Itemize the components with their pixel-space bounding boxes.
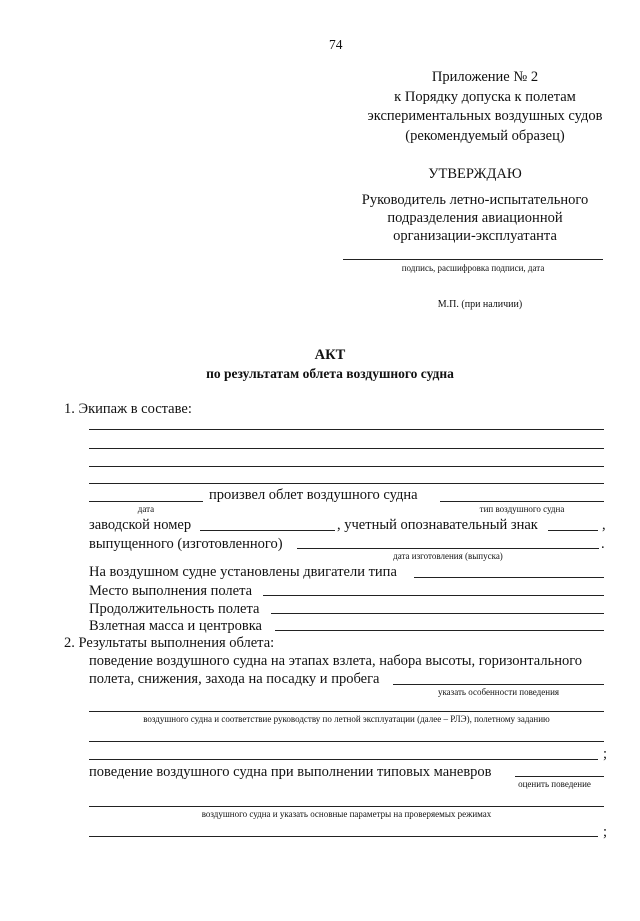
mass-field[interactable] xyxy=(275,630,604,631)
type-caption: тип воздушного судна xyxy=(479,504,565,514)
maneuvers-label: поведение воздушного судна при выполнении типовых маневров xyxy=(89,764,492,780)
engines-label: На воздушном судне установлены двигатели типа xyxy=(89,564,397,580)
section1-heading: 1. Экипаж в составе: xyxy=(64,401,192,417)
engines-field[interactable] xyxy=(414,577,604,578)
manufactured-caption: дата изготовления (выпуска) xyxy=(393,551,503,561)
appendix-line3: (рекомендуемый образец) xyxy=(405,128,565,144)
date-field[interactable] xyxy=(89,501,203,502)
crew-line-1[interactable] xyxy=(89,429,604,430)
period: . xyxy=(601,536,605,552)
semicolon-2: ; xyxy=(603,824,608,840)
manufactured-label: выпущенного (изготовленного) xyxy=(89,536,283,552)
approval-line1: Руководитель летно-испытательного xyxy=(361,192,589,208)
appendix-line1: к Порядку допуска к полетам xyxy=(394,89,576,105)
appendix-line2: экспериментальных воздушных судов xyxy=(367,108,603,124)
place-field[interactable] xyxy=(263,595,604,596)
behavior-field-3[interactable] xyxy=(89,741,604,742)
crew-line-2[interactable] xyxy=(89,448,604,449)
behavior-field-4[interactable] xyxy=(89,759,598,760)
approval-line3: организации-эксплуатанта xyxy=(393,228,557,244)
stamp-label: М.П. (при наличии) xyxy=(437,299,523,310)
maneuvers-caption-2: воздушного судна и указать основные параметры на проверяемых режимах xyxy=(201,809,492,819)
mass-label: Взлетная масса и центровка xyxy=(89,618,262,634)
aircraft-type-field[interactable] xyxy=(440,501,604,502)
approval-line2: подразделения авиационной xyxy=(387,210,563,226)
act-subtitle: по результатам облета воздушного судна xyxy=(206,366,454,381)
date-caption: дата xyxy=(137,504,155,514)
signature-caption: подпись, расшифровка подписи, дата xyxy=(401,263,545,273)
section2-heading: 2. Результаты выполнения облета: xyxy=(64,635,275,651)
page-number: 74 xyxy=(329,37,343,52)
behavior-field-2[interactable] xyxy=(89,711,604,712)
maneuvers-field-3[interactable] xyxy=(89,836,598,837)
comma: , xyxy=(602,517,606,533)
appendix-title: Приложение № 2 xyxy=(431,69,539,85)
behavior-line2: полета, снижения, захода на посадку и пробега xyxy=(89,671,380,687)
crew-line-3[interactable] xyxy=(89,466,604,467)
maneuvers-field-2[interactable] xyxy=(89,806,604,807)
performed-text: произвел облет воздушного судна xyxy=(209,487,418,503)
duration-field[interactable] xyxy=(271,613,604,614)
duration-label: Продолжительность полета xyxy=(89,601,260,617)
act-title: АКТ xyxy=(314,347,346,363)
maneuvers-field-1[interactable] xyxy=(515,776,604,777)
crew-line-4[interactable] xyxy=(89,483,604,484)
serial-label: заводской номер xyxy=(89,517,192,533)
serial-field[interactable] xyxy=(200,530,335,531)
maneuvers-caption-1: оценить поведение xyxy=(518,779,591,789)
semicolon-1: ; xyxy=(603,746,608,762)
behavior-line1: поведение воздушного судна на этапах взлета, набора высоты, горизонтального xyxy=(89,653,583,669)
account-mark-field[interactable] xyxy=(548,530,598,531)
approval-heading: УТВЕРЖДАЮ xyxy=(428,166,522,182)
behavior-caption-2: воздушного судна и соответствие руководству по летной эксплуатации (далее – РЛЭ), полетному заданию xyxy=(143,714,550,724)
behavior-caption-1: указать особенности поведения xyxy=(437,687,560,697)
place-label: Место выполнения полета xyxy=(89,583,253,599)
signature-line[interactable] xyxy=(343,259,603,260)
manufactured-field[interactable] xyxy=(297,548,599,549)
account-mark-label: , учетный опознавательный знак xyxy=(337,517,538,533)
behavior-field-1[interactable] xyxy=(393,684,604,685)
